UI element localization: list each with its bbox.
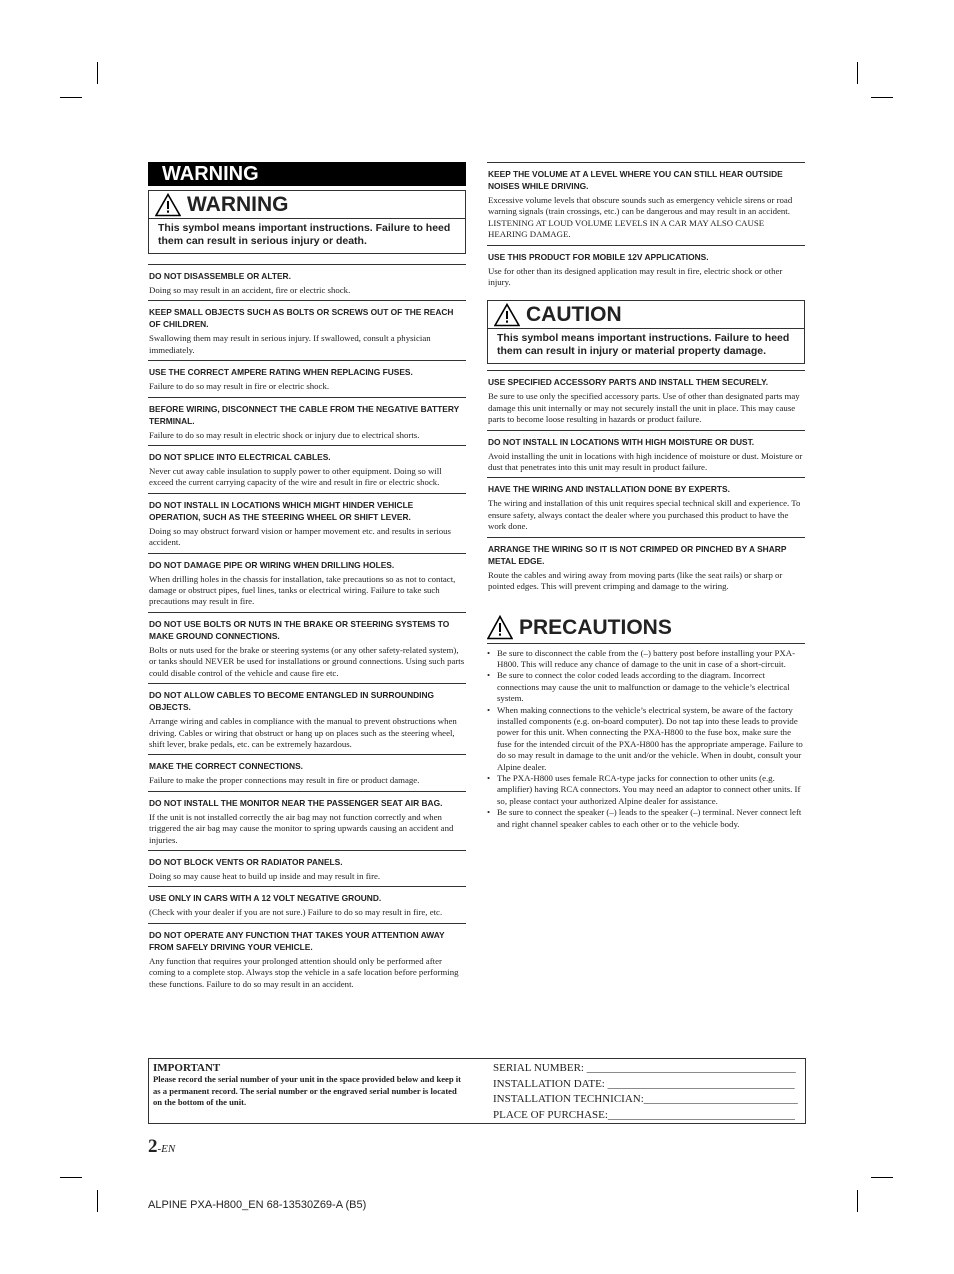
precaution-item: • When making connections to the vehicle’s electrical system, be aware of the factory installed components (e.g. on-board computer). Do not tap into these leads to provide power for this unit. When connecting the PXA-H800 to the fuse box, make sure the fuse for the intended circuit of the PXA-H800 has the appropriate amperage. Failure to do so may result in damage to the unit and/or the vehicle. When in doubt, consult your Alpine dealer.: [497, 705, 805, 773]
safety-item-body: Excessive volume levels that obscure sounds such as emergency vehicle sirens or road warning signals (train crossings, etc.) can be dangerous and may result in an accident. LISTENING AT LOUD VOLUME LEVELS IN A CAR MAY ALSO CAUSE HEARING DAMAGE.: [488, 195, 793, 240]
precautions-title: PRECAUTIONS: [519, 615, 672, 639]
safety-item-heading: DO NOT INSTALL IN LOCATIONS WITH HIGH MOISTURE OR DUST.: [488, 436, 755, 447]
warning-symbol-box: [148, 190, 466, 254]
safety-item-heading: DO NOT OPERATE ANY FUNCTION THAT TAKES YOUR ATTENTION AWAY FROM SAFELY DRIVING YOUR VEHICLE.: [149, 929, 445, 952]
safety-item: [487, 245, 805, 293]
safety-item-body: Any function that requires your prolonged attention should only be performed after coming to a complete stop. Always stop the vehicle in a safe location before performing these functions. Failure to do so may result in an accident.: [149, 955, 459, 989]
safety-item-body: Avoid installing the unit in locations with high incidence of moisture or dust. Moisture or dust that penetrates into this unit may result in product failure.: [488, 450, 803, 473]
safety-item-heading: USE ONLY IN CARS WITH A 12 VOLT NEGATIVE GROUND.: [149, 893, 382, 904]
safety-item-heading: DO NOT USE BOLTS OR NUTS IN THE BRAKE OR STEERING SYSTEMS TO MAKE GROUND CONNECTIONS.: [149, 618, 450, 641]
precautions-triangle-icon: [487, 615, 513, 640]
caution-title: CAUTION: [526, 302, 622, 326]
safety-item-body: Failure to make the proper connections may result in fire or product damage.: [149, 775, 420, 786]
safety-item-body: Swallowing them may result in serious injury. If swallowed, consult a physician immediately.: [149, 333, 431, 355]
important-heading: IMPORTANT: [153, 1062, 221, 1074]
precaution-item: • The PXA-H800 uses female RCA-type jacks for connection to other units (e.g. amplifier) having RCA connectors. You may need an adaptor to connect other units. If so, please contact your authorized Alpine dealer for assistance.: [497, 773, 805, 807]
safety-item-body: When drilling holes in the chassis for installation, take precautions so as not to contact, damage or obstruct pipes, fuel lines, tanks or electrical wiring. Failure to take such precautions may result in fire.: [149, 573, 456, 607]
safety-item-body: Failure to do so may result in fire or electric shock.: [149, 381, 330, 392]
caution-description: This symbol means important instructions. Failure to heed them can result in injury or material property damage.: [497, 332, 790, 358]
safety-item-heading: USE THIS PRODUCT FOR MOBILE 12V APPLICATIONS.: [488, 251, 709, 262]
safety-item-heading: DO NOT DISASSEMBLE OR ALTER.: [149, 271, 291, 281]
safety-item: [487, 537, 805, 597]
safety-item-body: Failure to do so may result in electric shock or injury due to electrical shorts.: [149, 429, 420, 440]
warning-items-list: [148, 264, 466, 994]
safety-item-body: Doing so may result in an accident, fire or electric shock.: [149, 285, 351, 295]
installation-date-field[interactable]: INSTALLATION DATE: __________________________________: [493, 1077, 795, 1090]
safety-item: [148, 445, 466, 493]
safety-item-body: Doing so may cause heat to build up inside and may result in fire.: [149, 870, 381, 881]
caution-items-list: [487, 370, 805, 596]
installation-technician-field[interactable]: INSTALLATION TECHNICIAN:____________________________: [493, 1093, 798, 1105]
precaution-item: • Be sure to connect the color coded leads according to the diagram. Incorrect connections may cause the unit to malfunction or damage to the vehicle’s electrical system.: [497, 670, 805, 704]
page-suffix: -EN: [157, 1143, 176, 1155]
warning-title: WARNING: [187, 192, 289, 216]
warning-section-bar: WARNING: [148, 162, 466, 186]
safety-item-heading: DO NOT INSTALL IN LOCATIONS WHICH MIGHT HINDER VEHICLE OPERATION, SUCH AS THE STEERING WHEEL OR SHIFT LEVER.: [149, 499, 414, 522]
safety-item: [148, 612, 466, 683]
precautions-list: [487, 648, 805, 831]
right-column: [487, 162, 805, 830]
safety-item-heading: KEEP THE VOLUME AT A LEVEL WHERE YOU CAN STILL HEAR OUTSIDE NOISES WHILE DRIVING.: [488, 169, 783, 191]
crop-mark: [97, 62, 98, 84]
safety-item: [148, 360, 466, 396]
important-box: [148, 1058, 806, 1124]
safety-item: [148, 923, 466, 994]
safety-item: [148, 397, 466, 445]
safety-item-heading: HAVE THE WIRING AND INSTALLATION DONE BY EXPERTS.: [488, 484, 730, 495]
safety-item: [148, 264, 466, 300]
safety-item-heading: DO NOT ALLOW CABLES TO BECOME ENTANGLED IN SURROUNDING OBJECTS.: [149, 690, 435, 713]
place-of-purchase-field[interactable]: PLACE OF PURCHASE:__________________________________: [493, 1108, 795, 1121]
left-column: [148, 162, 466, 994]
crop-mark: [857, 1190, 858, 1212]
safety-item-heading: BEFORE WIRING, DISCONNECT THE CABLE FROM THE NEGATIVE BATTERY TERMINAL.: [149, 403, 460, 426]
important-text: Please record the serial number of your unit in the space provided below and keep it as a permanent record. The serial number or the engraved serial number is located on the bottom of the unit.: [153, 1074, 462, 1107]
safety-item: [148, 553, 466, 612]
safety-item: [487, 162, 805, 245]
footer-text: ALPINE PXA-H800_EN 68-13530Z69-A (B5): [148, 1199, 367, 1211]
precaution-item: • Be sure to disconnect the cable from the (–) battery post before installing your PXA-H800. This will reduce any chance of damage to the unit in case of a short-circuit.: [497, 648, 805, 671]
safety-item-body: Use for other than its designed application may result in fire, electric shock or other injury.: [488, 265, 783, 288]
safety-item-heading: ARRANGE THE WIRING SO IT IS NOT CRIMPED OR PINCHED BY A SHARP METAL EDGE.: [488, 543, 787, 566]
safety-item: [148, 300, 466, 360]
serial-number-field[interactable]: SERIAL NUMBER: ______________________________________: [493, 1062, 796, 1074]
crop-mark: [871, 97, 893, 98]
precautions-header: [487, 613, 805, 644]
crop-mark: [97, 1190, 98, 1212]
safety-item-body: (Check with your dealer if you are not sure.) Failure to do so may result in fire, etc.: [149, 907, 443, 918]
safety-item-heading: DO NOT INSTALL THE MONITOR NEAR THE PASSENGER SEAT AIR BAG.: [149, 797, 443, 808]
caution-symbol-box: [487, 300, 805, 364]
safety-item-heading: MAKE THE CORRECT CONNECTIONS.: [149, 761, 304, 772]
safety-item-body: Doing so may obstruct forward vision or hamper movement etc. and results in serious accident.: [149, 525, 451, 548]
safety-item-body: If the unit is not installed correctly the air bag may not function correctly and when triggered the air bag may cause the monitor to spring upwards causing an accident and injuries.: [149, 811, 454, 845]
safety-item-heading: DO NOT SPLICE INTO ELECTRICAL CABLES.: [149, 452, 331, 463]
safety-item-heading: DO NOT DAMAGE PIPE OR WIRING WHEN DRILLING HOLES.: [149, 559, 395, 570]
page-number-value: 2: [148, 1136, 158, 1157]
safety-item: [148, 791, 466, 850]
crop-mark: [857, 62, 858, 84]
safety-item-heading: USE THE CORRECT AMPERE RATING WHEN REPLACING FUSES.: [149, 367, 413, 378]
safety-item-body: Bolts or nuts used for the brake or steering systems (or any other safety-related system), or tanks should NEVER be used for installations or ground connections. Using such parts could disable control of the vehicle and cause fire etc.: [149, 644, 465, 678]
warning-description: This symbol means important instructions. Failure to heed them can result in serious injury or death.: [158, 222, 451, 247]
safety-item-heading: DO NOT BLOCK VENTS OR RADIATOR PANELS.: [149, 856, 343, 867]
safety-item: [148, 850, 466, 886]
safety-item: [148, 886, 466, 922]
crop-mark: [871, 1177, 893, 1178]
safety-item: [148, 683, 466, 754]
warning-triangle-icon: [155, 193, 181, 217]
safety-item-body: Arrange wiring and cables in compliance with the manual to prevent obstructions when driving. Cables or wiring that obstruct or hang up on places such as the steering wheel, shift lever, brake pedals, etc. can be extremely hazardous.: [149, 716, 457, 749]
record-fields: [469, 1059, 803, 1123]
safety-item-body: Be sure to use only the specified accessory parts. Use of other than designated parts may damage this unit internally or may not securely install the unit in place. This may cause parts to become loose resulting in hazards or product failure.: [488, 391, 800, 425]
safety-item: [487, 477, 805, 536]
right-warning-items-list: [487, 162, 805, 292]
safety-item: [148, 493, 466, 553]
safety-item: [487, 430, 805, 478]
safety-item-heading: KEEP SMALL OBJECTS SUCH AS BOLTS OR SCREWS OUT OF THE REACH OF CHILDREN.: [149, 307, 454, 330]
crop-mark: [60, 1177, 82, 1178]
page-number: [148, 1136, 175, 1158]
caution-triangle-icon: [494, 303, 520, 327]
safety-item: [148, 754, 466, 790]
crop-mark: [60, 97, 82, 98]
safety-item-body: The wiring and installation of this unit requires special technical skill and experience. To ensure safety, always contact the dealer where you purchased this product to have the work done.: [488, 498, 801, 532]
safety-item-heading: USE SPECIFIED ACCESSORY PARTS AND INSTALL THEM SECURELY.: [488, 377, 769, 388]
safety-item-body: Route the cables and wiring away from moving parts (like the seat rails) or sharp or pointed edges. This will prevent crimping and damage to the wiring.: [488, 569, 783, 592]
precaution-item: • Be sure to connect the speaker (–) leads to the speaker (–) terminal. Never connect left and right channel speaker cables to each other or to the vehicle body.: [497, 807, 805, 830]
safety-item-body: Never cut away cable insulation to supply power to other equipment. Doing so will exceed the current carrying capacity of the wire and result in fire or electric shock.: [149, 466, 442, 488]
safety-item: [487, 370, 805, 429]
